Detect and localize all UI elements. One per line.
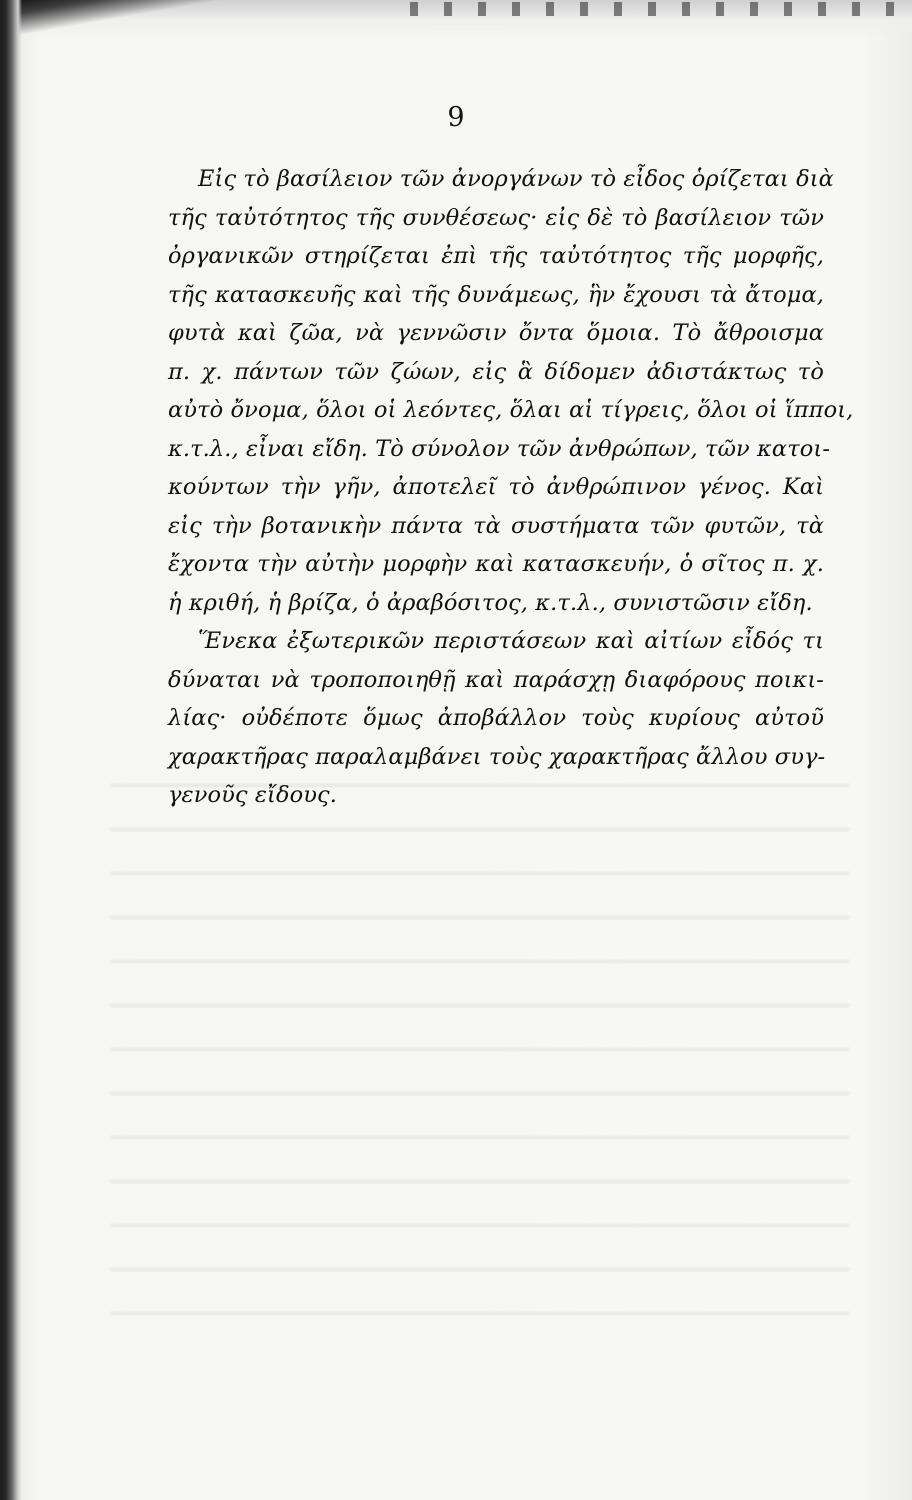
text-line: εἰς τὴν βοτανικὴν πάντα τὰ συστήματα τῶν φυτῶν, τὰ — [168, 512, 824, 539]
text-line: Ἕνεκα ἐξωτερικῶν περιστάσεων καὶ αἰτίων εἶδός τι — [198, 628, 824, 654]
text-line: χαρακτῆρας παραλαμβάνει τοὺς χαρακτῆρας ἄλλου συγ- — [168, 743, 826, 770]
text-line: ἔχοντα τὴν αὐτὴν μορφὴν καὶ κατασκευήν, ὁ σῖτος π. χ. — [168, 551, 824, 577]
text-line: αὐτὸ ὄνομα, ὅλοι οἱ λεόντες, ὅλαι αἱ τίγρεις, ὅλοι οἱ ἵπποι, — [168, 397, 854, 423]
text-line: κούντων τὴν γῆν, ἀποτελεῖ τὸ ἀνθρώπινον γένος. Καὶ — [168, 474, 824, 500]
text-line: λίας· οὐδέποτε ὅμως ἀποβάλλον τοὺς κυρίους αὐτοῦ — [168, 705, 824, 731]
text-line: γενοῦς εἴδους. — [168, 782, 337, 808]
page-number: 9 — [447, 102, 465, 133]
text-line: φυτὰ καὶ ζῶα, νὰ γεννῶσιν ὄντα ὅμοια. Τὸ ἄθροισμα — [168, 320, 824, 346]
text-line: τῆς ταὐτότητος τῆς συνθέσεως· εἰς δὲ τὸ βασίλειον τῶν — [168, 204, 824, 231]
text-line: ὀργανικῶν στηρίζεται ἐπὶ τῆς ταὐτότητος τῆς μορφῆς, — [168, 243, 824, 269]
text-line: δύναται νὰ τροποποιηθῇ καὶ παράσχῃ διαφόρους ποικι- — [168, 666, 824, 693]
text-line: ἡ κριθή, ἡ βρίζα, ὁ ἀραβόσιτος, κ.τ.λ., συνιστῶσιν εἴδη. — [168, 589, 813, 616]
text-line: κ.τ.λ., εἶναι εἴδη. Τὸ σύνολον τῶν ἀνθρώπων, τῶν κατοι- — [168, 435, 831, 462]
body-text — [168, 160, 854, 815]
show-through-text — [110, 760, 850, 1320]
binding-marks — [410, 2, 910, 16]
book-spine-shadow — [0, 0, 22, 1500]
text-line: Εἰς τὸ βασίλειον τῶν ἀνοργάνων τὸ εἶδος ὁρίζεται διὰ — [198, 166, 834, 192]
text-line: π. χ. πάντων τῶν ζώων, εἰς ἃ δίδομεν ἀδιστάκτως τὸ — [168, 358, 824, 385]
text-line: τῆς κατασκευῆς καὶ τῆς δυνάμεως, ἣν ἔχουσι τὰ ἄτομα, — [168, 281, 824, 308]
